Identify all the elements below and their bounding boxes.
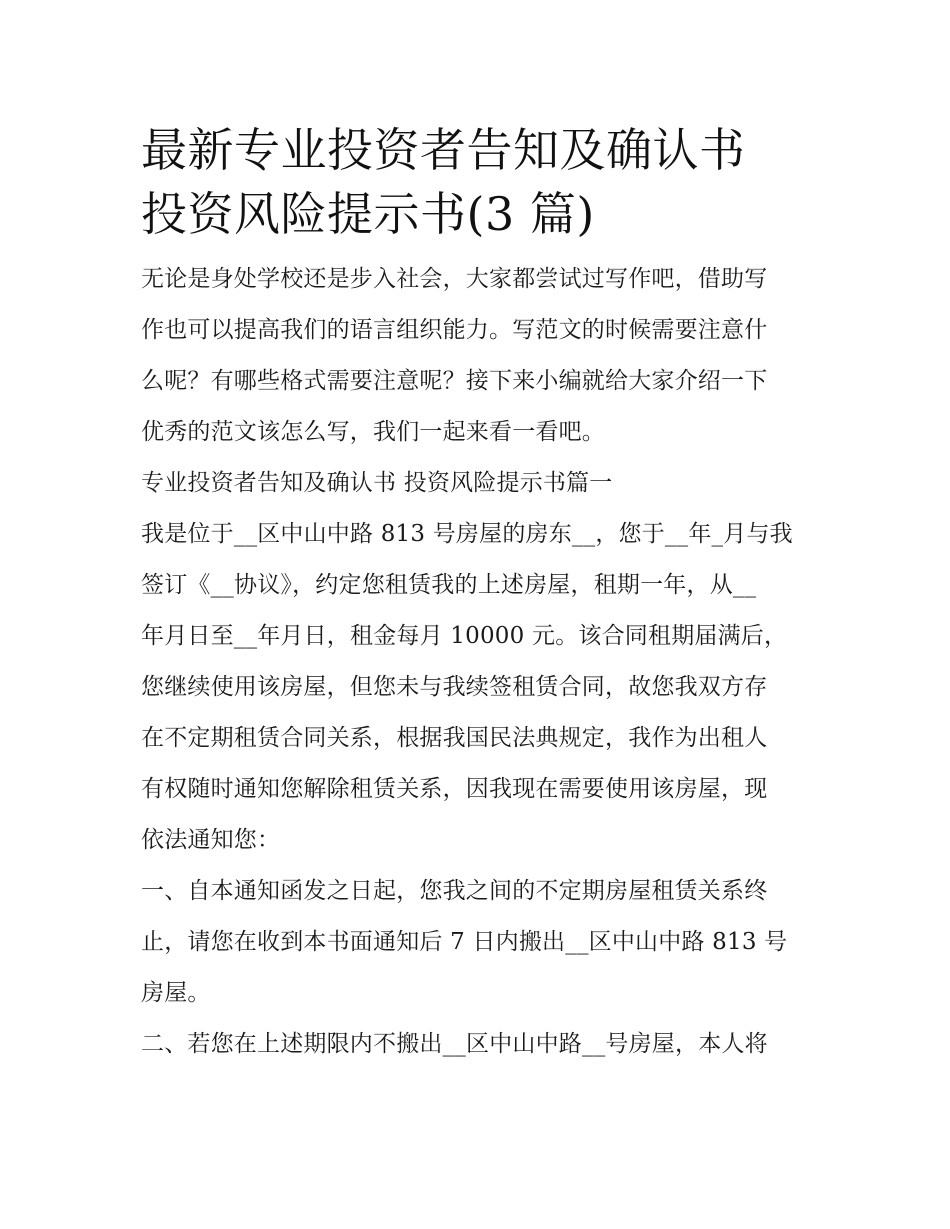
item-one-line: 房屋。 bbox=[141, 980, 211, 1006]
notice-line: 依法通知您： bbox=[141, 827, 281, 853]
item-one-line: 止，请您在收到本书面通知后 7 日内搬出__区中山中路 813 号 bbox=[141, 929, 788, 955]
notice-line: 签订《__协议》，约定您租赁我的上述房屋，租期一年，从__ bbox=[141, 572, 757, 598]
document-content bbox=[141, 118, 821, 1070]
item-two-paragraph bbox=[141, 1019, 821, 1070]
notice-line: 您继续使用该房屋，但您未与我续签租赁合同，故您我双方存 bbox=[141, 674, 768, 700]
section-heading bbox=[141, 458, 821, 509]
intro-paragraph bbox=[141, 254, 821, 458]
notice-line: 在不定期租赁合同关系，根据我国民法典规定，我作为出租人 bbox=[141, 725, 768, 751]
intro-line: 作也可以提高我们的语言组织能力。写范文的时候需要注意什 bbox=[141, 317, 768, 343]
item-two-line: 二、若您在上述期限内不搬出__区中山中路__号房屋，本人将 bbox=[141, 1031, 768, 1057]
title-line-1: 最新专业投资者告知及确认书 bbox=[141, 123, 746, 177]
item-one-paragraph bbox=[141, 866, 821, 1019]
title-line-2: 投资风险提示书(3 篇) bbox=[141, 187, 595, 241]
intro-line: 优秀的范文该怎么写，我们一起来看一看吧。 bbox=[141, 419, 605, 445]
notice-paragraph bbox=[141, 509, 821, 866]
notice-line: 我是位于__区中山中路 813 号房屋的房东__，您于__年_月与我 bbox=[141, 521, 793, 547]
section-heading-text: 专业投资者告知及确认书 投资风险提示书篇一 bbox=[141, 470, 613, 496]
document-title bbox=[141, 118, 821, 246]
notice-line: 年月日至__年月日，租金每月 10000 元。该合同租期届满后， bbox=[141, 623, 788, 649]
item-one-line: 一、自本通知函发之日起，您我之间的不定期房屋租赁关系终 bbox=[141, 878, 768, 904]
document-body bbox=[141, 254, 821, 1070]
intro-line: 么呢？有哪些格式需要注意呢？接下来小编就给大家介绍一下 bbox=[141, 368, 768, 394]
notice-line: 有权随时通知您解除租赁关系，因我现在需要使用该房屋，现 bbox=[141, 776, 768, 802]
intro-line: 无论是身处学校还是步入社会，大家都尝试过写作吧，借助写 bbox=[141, 266, 768, 292]
